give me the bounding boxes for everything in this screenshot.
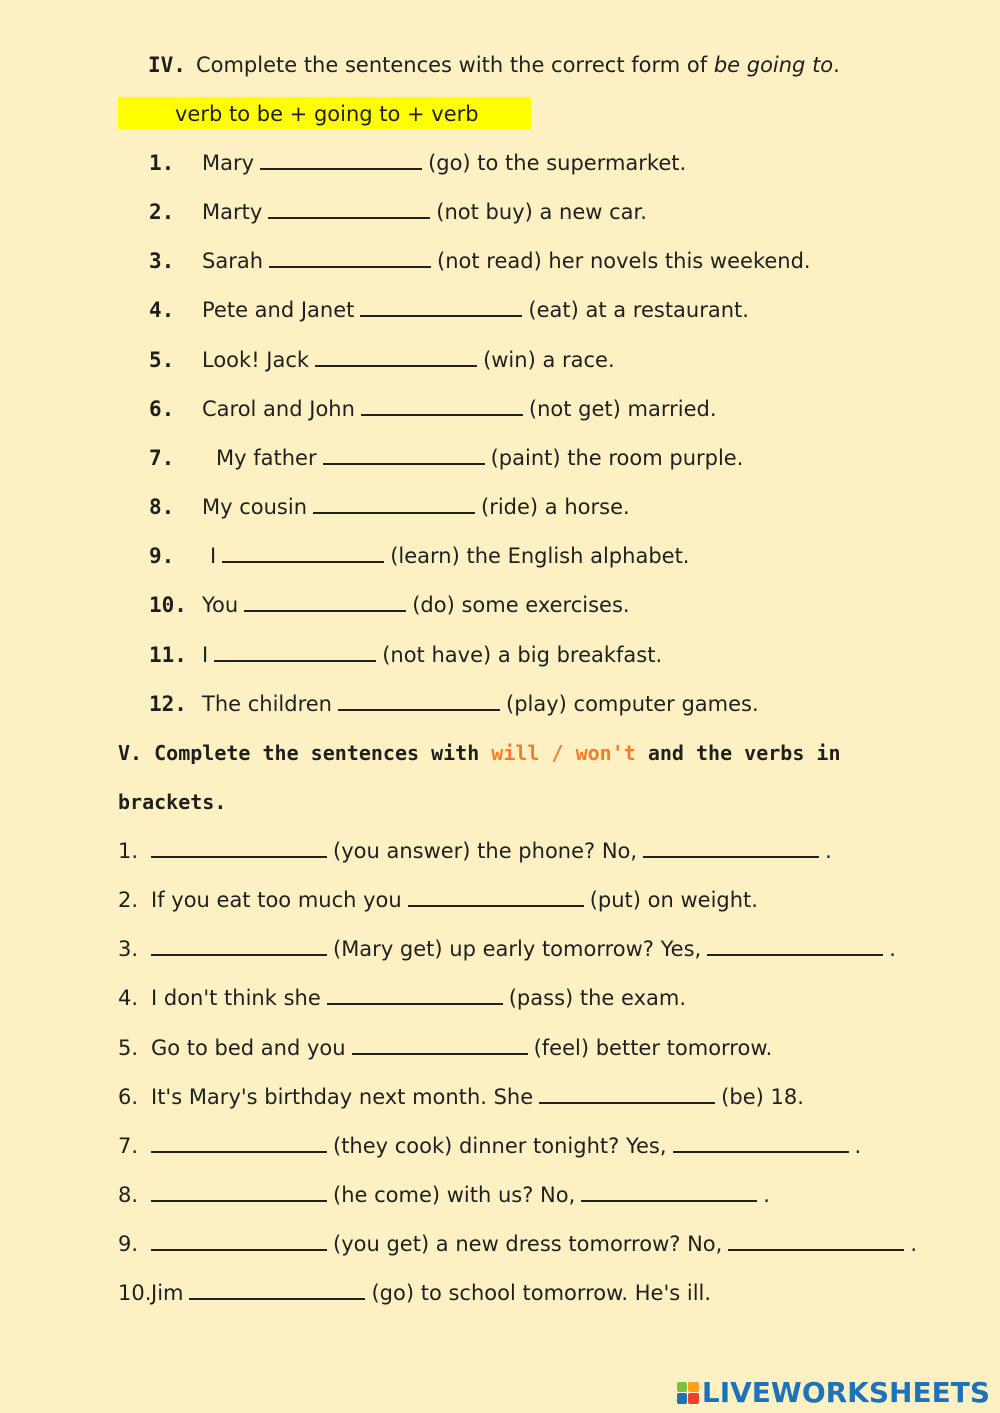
exercise-item: [149, 149, 686, 177]
item-verb-hint: (not buy) a new car.: [436, 200, 647, 224]
exercise-item: [149, 641, 662, 669]
item-number: 9.: [149, 544, 175, 568]
answer-blank[interactable]: [269, 248, 431, 268]
section-4-roman: IV.: [148, 53, 186, 77]
answer-blank[interactable]: [260, 150, 422, 170]
item-sentence-end: .: [854, 1134, 862, 1158]
item-subject: Pete and Janet: [202, 298, 355, 322]
exercise-item: [118, 1279, 711, 1307]
exercise-item: [118, 1083, 804, 1111]
short-answer-blank[interactable]: [673, 1133, 849, 1153]
item-verb-hint: (not get) married.: [528, 397, 717, 421]
short-answer-blank[interactable]: [643, 838, 819, 858]
liveworksheets-text: LIVEWORKSHEETS: [701, 1376, 990, 1409]
item-subject: My cousin: [202, 495, 308, 519]
exercise-item: [118, 1181, 770, 1209]
item-number: 2.: [118, 888, 139, 912]
exercise-item: [149, 690, 759, 718]
answer-blank[interactable]: [408, 887, 584, 907]
item-number: 4.: [149, 298, 175, 322]
item-verb-hint: (learn) the English alphabet.: [390, 544, 690, 568]
answer-blank[interactable]: [214, 642, 376, 662]
section-4-instruction-end: .: [833, 53, 840, 77]
item-sentence-end: .: [910, 1232, 917, 1256]
will-wont-highlight: will / won't: [491, 741, 636, 765]
item-number: 1.: [118, 839, 139, 863]
section-4-instruction: Complete the sentences with the correct form of: [195, 53, 714, 77]
item-number: 10.: [118, 1281, 152, 1305]
item-verb-hint: (Mary get) up early tomorrow? Yes,: [333, 937, 702, 961]
answer-blank[interactable]: [338, 691, 500, 711]
item-verb-hint: (paint) the room purple.: [490, 446, 744, 470]
item-verb-hint: (feel) better tomorrow.: [533, 1036, 773, 1060]
exercise-item: [149, 346, 615, 374]
exercise-item: [118, 1230, 917, 1258]
liveworksheets-watermark: [677, 1376, 990, 1409]
item-verb-hint: (he come) with us? No,: [333, 1183, 576, 1207]
section-4-instruction-italic: be going to: [713, 53, 834, 77]
item-sentence-end: .: [825, 839, 832, 863]
item-verb-hint: (be) 18.: [721, 1085, 804, 1109]
exercise-item: [149, 542, 689, 570]
item-verb-hint: (go) to the supermarket.: [428, 151, 687, 175]
item-subject: The children: [202, 692, 332, 716]
item-subject: Mary: [202, 151, 255, 175]
item-number: 7.: [118, 1134, 139, 1158]
item-verb-hint: (not have) a big breakfast.: [382, 643, 663, 667]
item-subject: My father: [216, 446, 317, 470]
item-number: 2.: [149, 200, 175, 224]
item-verb-hint: (ride) a horse.: [481, 495, 630, 519]
item-sentence-start: I don't think she: [151, 986, 321, 1010]
item-number: 1.: [149, 151, 175, 175]
item-verb-hint: (pass) the exam.: [508, 986, 686, 1010]
answer-blank[interactable]: [151, 936, 327, 956]
formula-text: verb to be + going to + verb: [175, 102, 479, 126]
item-number: 4.: [118, 986, 139, 1010]
item-sentence-start: Go to bed and you: [151, 1036, 346, 1060]
section-5-heading: [118, 739, 840, 767]
item-verb-hint: (play) computer games.: [506, 692, 759, 716]
item-sentence-start: If you eat too much you: [151, 888, 402, 912]
item-number: 8.: [118, 1183, 139, 1207]
liveworksheets-logo-icon: [677, 1382, 699, 1404]
short-answer-blank[interactable]: [728, 1231, 904, 1251]
section-5-heading-text: V. Complete the sentences with: [118, 741, 492, 765]
section-5-heading-text-2: and the verbs in: [635, 741, 841, 765]
answer-blank[interactable]: [361, 396, 523, 416]
item-number: 6.: [118, 1085, 139, 1109]
item-number: 3.: [118, 937, 139, 961]
item-number: 7.: [149, 446, 175, 470]
section-5-heading-line-2: brackets.: [118, 790, 227, 814]
item-subject: You: [202, 593, 239, 617]
item-sentence-start: Jim: [151, 1281, 184, 1305]
item-verb-hint: (win) a race.: [483, 348, 615, 372]
answer-blank[interactable]: [151, 838, 327, 858]
exercise-item: [118, 837, 832, 865]
short-answer-blank[interactable]: [707, 936, 883, 956]
short-answer-blank[interactable]: [581, 1182, 757, 1202]
exercise-item: [118, 935, 896, 963]
item-subject: Look! Jack: [202, 348, 310, 372]
item-subject: I: [202, 643, 209, 667]
answer-blank[interactable]: [327, 985, 503, 1005]
item-verb-hint: (they cook) dinner tonight? Yes,: [333, 1134, 667, 1158]
exercise-item: [149, 395, 717, 423]
item-number: 3.: [149, 249, 175, 273]
exercise-item: [118, 1132, 861, 1160]
item-number: 9.: [118, 1232, 139, 1256]
exercise-item: [149, 591, 630, 619]
exercise-item: [118, 1034, 772, 1062]
item-number: 6.: [149, 397, 175, 421]
exercise-item: [149, 444, 743, 472]
answer-blank[interactable]: [323, 445, 485, 465]
item-number: 10.: [149, 593, 187, 617]
item-subject: Carol and John: [202, 397, 355, 421]
exercise-item: [149, 198, 647, 226]
item-number: 8.: [149, 495, 175, 519]
answer-blank[interactable]: [222, 543, 384, 563]
exercise-item: [149, 296, 749, 324]
exercise-item: [149, 247, 811, 275]
answer-blank[interactable]: [539, 1084, 715, 1104]
answer-blank[interactable]: [244, 592, 406, 612]
item-verb-hint: (not read) her novels this weekend.: [437, 249, 811, 273]
answer-blank[interactable]: [151, 1231, 327, 1251]
item-verb-hint: (put) on weight.: [589, 888, 758, 912]
item-verb-hint: (eat) at a restaurant.: [528, 298, 749, 322]
item-subject: Marty: [202, 200, 263, 224]
answer-blank[interactable]: [360, 297, 522, 317]
item-number: 12.: [149, 692, 187, 716]
item-number: 11.: [149, 643, 187, 667]
item-verb-hint: (you get) a new dress tomorrow? No,: [333, 1232, 723, 1256]
exercise-item: [118, 984, 686, 1012]
answer-blank[interactable]: [313, 494, 475, 514]
answer-blank[interactable]: [315, 347, 477, 367]
item-subject: I: [210, 544, 217, 568]
exercise-item: [149, 493, 630, 521]
answer-blank[interactable]: [189, 1280, 365, 1300]
answer-blank[interactable]: [268, 199, 430, 219]
item-number: 5.: [149, 348, 175, 372]
item-subject: Sarah: [202, 249, 264, 273]
section-4-heading: [148, 51, 840, 79]
item-verb-hint: (do) some exercises.: [412, 593, 630, 617]
answer-blank[interactable]: [151, 1133, 327, 1153]
item-number: 5.: [118, 1036, 139, 1060]
item-sentence-start: It's Mary's birthday next month. She: [151, 1085, 534, 1109]
exercise-item: [118, 886, 758, 914]
item-sentence-end: .: [763, 1183, 770, 1207]
item-sentence-end: .: [889, 937, 896, 961]
answer-blank[interactable]: [151, 1182, 327, 1202]
item-verb-hint: (go) to school tomorrow. He's ill.: [371, 1281, 712, 1305]
item-verb-hint: (you answer) the phone? No,: [333, 839, 638, 863]
answer-blank[interactable]: [352, 1035, 528, 1055]
